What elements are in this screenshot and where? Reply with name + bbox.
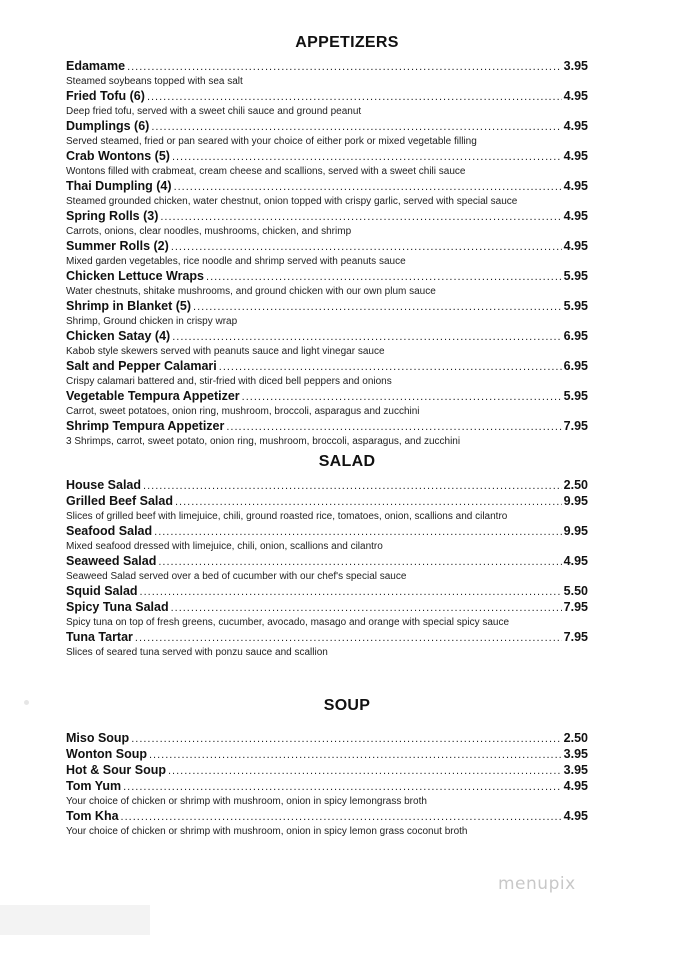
menu-item-line	[66, 359, 588, 375]
menu-item	[66, 59, 588, 89]
menu-item	[66, 389, 588, 419]
menu-item	[66, 779, 588, 809]
leader-dots	[171, 240, 562, 255]
leader-dots	[226, 420, 561, 435]
salad-section	[66, 453, 588, 660]
menu-item-line	[66, 179, 588, 195]
menu-item	[66, 731, 588, 747]
menu-item-description: Shrimp, Ground chicken in crispy wrap	[66, 316, 238, 327]
leader-dots	[143, 479, 562, 494]
leader-dots	[127, 60, 562, 75]
menu-item-line	[66, 600, 588, 616]
menu-item	[66, 209, 588, 239]
menu-item-price: 7.95	[563, 419, 588, 433]
menu-item-name: Shrimp Tempura Appetizer	[66, 419, 225, 433]
menu-item-name: Tuna Tartar	[66, 630, 133, 644]
menu-items	[66, 478, 588, 660]
leader-dots	[175, 495, 562, 510]
menu-item-name: Tom Kha	[66, 809, 119, 823]
menupix-watermark: menupix	[498, 874, 576, 894]
menu-item-price: 9.95	[563, 524, 588, 538]
menu-item	[66, 269, 588, 299]
section-title: SALAD	[318, 453, 376, 470]
menu-item-line	[66, 269, 588, 285]
menu-item	[66, 554, 588, 584]
menu-item-description: Your choice of chicken or shrimp with mushroom, onion in spicy lemon grass coconut broth	[66, 826, 468, 837]
scan-smudge	[0, 905, 150, 935]
leader-dots	[154, 525, 562, 540]
menu-item-line	[66, 809, 588, 825]
menu-item-name: Wonton Soup	[66, 747, 147, 761]
menu-item-line	[66, 763, 588, 779]
leader-dots	[160, 210, 561, 225]
menu-item	[66, 89, 588, 119]
menu-item-name: Fried Tofu (6)	[66, 89, 145, 103]
menu-item-line	[66, 239, 588, 255]
leader-dots	[147, 90, 562, 105]
menu-item-name: Shrimp in Blanket (5)	[66, 299, 192, 313]
menu-item-price: 4.95	[563, 149, 588, 163]
menu-item	[66, 763, 588, 779]
menu-item-name: Salt and Pepper Calamari	[66, 359, 217, 373]
menu-item-name: Summer Rolls (2)	[66, 239, 169, 253]
menu-item-line	[66, 149, 588, 165]
menu-item	[66, 119, 588, 149]
menu-item-description: Steamed grounded chicken, water chestnut, onion topped with crispy garlic, served with special sauce	[66, 196, 518, 207]
menu-item-price: 2.50	[563, 478, 588, 492]
leader-dots	[140, 585, 562, 600]
leader-dots	[171, 601, 562, 616]
menu-item-line	[66, 494, 588, 510]
menu-item-line	[66, 478, 588, 494]
menu-item-price: 4.95	[563, 209, 588, 223]
menu-item-name: Crab Wontons (5)	[66, 149, 170, 163]
leader-dots	[172, 150, 562, 165]
menu-item-description: Crispy calamari battered and, stir-fried with diced bell peppers and onions	[66, 376, 392, 387]
leader-dots	[242, 390, 562, 405]
menu-item-description: Slices of seared tuna served with ponzu sauce and scallion	[66, 647, 328, 658]
menu-item-line	[66, 89, 588, 105]
leader-dots	[206, 270, 562, 285]
menu-item-line	[66, 119, 588, 135]
section-title: APPETIZERS	[295, 34, 399, 51]
menu-item-name: Seafood Salad	[66, 524, 153, 538]
menu-item	[66, 239, 588, 269]
menu-item-line	[66, 779, 588, 795]
menu-item-line	[66, 747, 588, 763]
leader-dots	[131, 732, 561, 747]
menu-item-line	[66, 59, 588, 75]
menu-item-name: House Salad	[66, 478, 142, 492]
menu-item-price: 6.95	[563, 359, 588, 373]
menu-item	[66, 600, 588, 630]
menu-item-description: Spicy tuna on top of fresh greens, cucumber, avocado, masago and orange with special spicy sauce	[66, 617, 510, 628]
menu-item-name: Tom Yum	[66, 779, 122, 793]
menu-item-price: 2.50	[563, 731, 588, 745]
menu-item-price: 4.95	[563, 179, 588, 193]
menu-item-line	[66, 630, 588, 646]
menu-item-line	[66, 524, 588, 540]
soup-section	[66, 697, 588, 839]
menu-item	[66, 584, 588, 600]
menu-item-name: Edamame	[66, 59, 126, 73]
menu-item-line	[66, 584, 588, 600]
menu-item-description: Kabob style skewers served with peanuts sauce and light vinegar sauce	[66, 346, 385, 357]
menu-item-name: Squid Salad	[66, 584, 138, 598]
leader-dots	[172, 330, 561, 345]
menu-item-line	[66, 389, 588, 405]
menu-item-name: Seaweed Salad	[66, 554, 157, 568]
menu-item-price: 3.95	[563, 59, 588, 73]
menu-item-description: 3 Shrimps, carrot, sweet potato, onion ring, mushroom, broccoli, asparagus, and zucchini	[66, 436, 461, 447]
menu-item-description: Carrots, onions, clear noodles, mushrooms, chicken, and shrimp	[66, 226, 352, 237]
menu-item-description: Mixed seafood dressed with limejuice, chili, onion, scallions and cilantro	[66, 541, 383, 552]
leader-dots	[123, 780, 562, 795]
menu-item-line	[66, 209, 588, 225]
menu-item-price: 3.95	[563, 763, 588, 777]
menu-item-price: 7.95	[563, 600, 588, 614]
menu-item	[66, 524, 588, 554]
menu-item-name: Hot & Sour Soup	[66, 763, 166, 777]
menu-item-price: 4.95	[563, 554, 588, 568]
menu-item-price: 7.95	[563, 630, 588, 644]
menu-item-description: Mixed garden vegetables, rice noodle and shrimp served with peanuts sauce	[66, 256, 406, 267]
menu-item-name: Dumplings (6)	[66, 119, 150, 133]
menu-item-price: 4.95	[563, 779, 588, 793]
menu-item-line	[66, 731, 588, 747]
menu-item	[66, 419, 588, 449]
scan-speck	[24, 700, 29, 705]
leader-dots	[168, 764, 562, 779]
menu-item-name: Miso Soup	[66, 731, 130, 745]
menu-item-price: 5.95	[563, 269, 588, 283]
menu-item-description: Water chestnuts, shitake mushrooms, and ground chicken with our own plum sauce	[66, 286, 436, 297]
menu-item-price: 6.95	[563, 329, 588, 343]
menu-item	[66, 494, 588, 524]
menu-item-name: Chicken Lettuce Wraps	[66, 269, 205, 283]
menu-item-description: Slices of grilled beef with limejuice, chili, ground roasted rice, tomatoes, onion, scallions and cilantro	[66, 511, 508, 522]
menu-item-description: Carrot, sweet potatoes, onion ring, mushroom, broccoli, asparagus and zucchini	[66, 406, 420, 417]
menu-item-price: 5.95	[563, 389, 588, 403]
menu-item	[66, 809, 588, 839]
menu-item-price: 4.95	[563, 239, 588, 253]
menu-item-price: 4.95	[563, 89, 588, 103]
menu-item-name: Grilled Beef Salad	[66, 494, 173, 508]
menu-item-description: Seaweed Salad served over a bed of cucumber with our chef's special sauce	[66, 571, 407, 582]
leader-dots	[219, 360, 562, 375]
menu-item-line	[66, 554, 588, 570]
menu-item	[66, 179, 588, 209]
appetizers-section	[66, 34, 588, 449]
menu-item-description: Wontons filled with crabmeat, cream cheese and scallions, served with a sweet chili sauce	[66, 166, 466, 177]
section-title: SOUP	[323, 697, 371, 714]
menu-item	[66, 149, 588, 179]
leader-dots	[174, 180, 562, 195]
menu-item-name: Chicken Satay (4)	[66, 329, 171, 343]
menu-item	[66, 478, 588, 494]
menu-item-name: Thai Dumpling (4)	[66, 179, 172, 193]
menu-item-name: Vegetable Tempura Appetizer	[66, 389, 240, 403]
menu-item-line	[66, 419, 588, 435]
leader-dots	[193, 300, 562, 315]
menu-item-price: 9.95	[563, 494, 588, 508]
menu-items	[66, 731, 588, 839]
menu-item-price: 5.50	[563, 584, 588, 598]
menu-item-line	[66, 299, 588, 315]
menu-item-description: Served steamed, fried or pan seared with your choice of either pork or mixed vegetable filling	[66, 136, 477, 147]
menu-item-name: Spring Rolls (3)	[66, 209, 159, 223]
menu-item-price: 5.95	[563, 299, 588, 313]
menu-item-description: Steamed soybeans topped with sea salt	[66, 76, 243, 87]
menu-item	[66, 630, 588, 660]
menu-item-price: 4.95	[563, 119, 588, 133]
leader-dots	[158, 555, 561, 570]
menu-item-description: Your choice of chicken or shrimp with mushroom, onion in spicy lemongrass broth	[66, 796, 427, 807]
menu-item	[66, 299, 588, 329]
leader-dots	[135, 631, 562, 646]
menu-item-price: 4.95	[563, 809, 588, 823]
leader-dots	[121, 810, 562, 825]
menu-item	[66, 359, 588, 389]
menu-items	[66, 59, 588, 449]
menu-item	[66, 329, 588, 359]
menu-item-name: Spicy Tuna Salad	[66, 600, 169, 614]
menu-item-description: Deep fried tofu, served with a sweet chili sauce and ground peanut	[66, 106, 362, 117]
menu-item	[66, 747, 588, 763]
leader-dots	[151, 120, 561, 135]
menu-item-price: 3.95	[563, 747, 588, 761]
leader-dots	[149, 748, 562, 763]
menu-item-line	[66, 329, 588, 345]
